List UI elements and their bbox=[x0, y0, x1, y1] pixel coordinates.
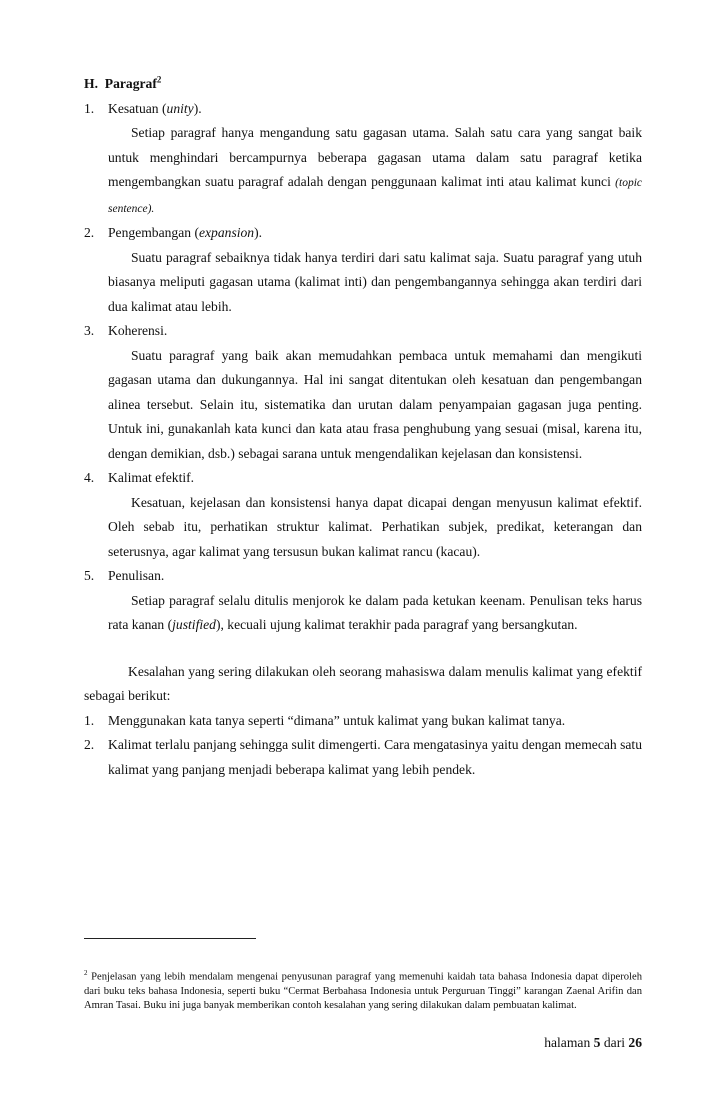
intro-paragraph: Kesalahan yang sering dilakukan oleh seorang mahasiswa dalam menulis kalimat yang efektif sebagai berikut: bbox=[84, 663, 642, 703]
heading-title: Paragraf bbox=[104, 76, 157, 91]
item-number: 2. bbox=[84, 737, 95, 752]
section-spacer bbox=[84, 638, 642, 660]
item-number: 3. bbox=[84, 323, 95, 338]
list-item-writing bbox=[84, 564, 642, 638]
item-paragraph: Setiap paragraf selalu ditulis menjorok ke dalam pada ketukan keenam. Penulisan teks harus rata kanan (justified), kecuali ujung kalimat terakhir pada paragraf yang bersangkutan. bbox=[108, 592, 642, 632]
total-pages: 26 bbox=[628, 1035, 642, 1050]
error-text: Kalimat terlalu panjang sehingga sulit dimengerti. Cara mengatasinya yaitu dengan memecah satu kalimat yang panjang menjadi beberapa kalimat yang lebih pendek. bbox=[108, 737, 642, 777]
footnote bbox=[84, 966, 642, 1013]
current-page: 5 bbox=[593, 1035, 601, 1050]
item-term: justified bbox=[172, 617, 216, 632]
heading-letter: H. bbox=[84, 76, 98, 91]
item-term: unity bbox=[166, 100, 194, 116]
item-title: Pengembangan (expansion). bbox=[108, 225, 263, 240]
list-item-effective-sentence bbox=[84, 466, 642, 564]
item-paragraph: Setiap paragraf hanya mengandung satu gagasan utama. Salah satu cara yang sangat baik untuk menghindari bercampurnya beberapa gagasan utama dalam satu paragraf ketika mengembangkan suatu paragraf adalah dengan penggunaan kalimat inti atau kalimat kunci (topic sentence). bbox=[108, 125, 642, 215]
footnote-mark: 2 bbox=[84, 969, 88, 977]
item-paragraph: Kesatuan, kejelasan dan konsistensi hanya dapat dicapai dengan menyusun kalimat efektif. Oleh sebab itu, perhatikan struktur kalimat. Perhatikan subjek, predikat, keterangan dan seterusnya, agar kalimat yang tersusun bukan kalimat rancu (kacau). bbox=[108, 494, 642, 559]
main-content bbox=[84, 72, 642, 782]
item-number: 1. bbox=[84, 100, 95, 116]
item-title: Kesatuan (unity). bbox=[108, 100, 202, 116]
item-number: 4. bbox=[84, 470, 95, 485]
error-item bbox=[84, 709, 642, 734]
topic-sentence-term: (topic sentence). bbox=[108, 177, 642, 215]
item-paragraph: Suatu paragraf sebaiknya tidak hanya terdiri dari satu kalimat saja. Suatu paragraf yang utuh biasanya meliputi gagasan utama (kalimat inti) dan pengembangannya sehingga akan terdiri dari dua kalimat atau lebih. bbox=[108, 249, 642, 314]
item-number: 2. bbox=[84, 225, 95, 240]
list-item-coherence bbox=[84, 319, 642, 466]
item-title: Penulisan. bbox=[108, 568, 165, 583]
footnote-text: Penjelasan yang lebih mendalam mengenai penyusunan paragraf yang memenuhi kaidah tata bahasa Indonesia dapat diperoleh dari buku teks bahasa Indonesia, seperti buku “Cermat Berbahasa Indonesia untuk Perguruan Tinggi” karangan Zaenal Arifin dan Amran Tasai. Buku ini juga banyak memberikan contoh kesalahan yang sering dilakukan dalam pembuatan kalimat. bbox=[84, 971, 642, 1011]
error-text: Menggunakan kata tanya seperti “dimana” untuk kalimat yang bukan kalimat tanya. bbox=[108, 712, 566, 728]
error-item bbox=[84, 733, 642, 782]
item-title: Koherensi. bbox=[108, 323, 168, 338]
item-number: 5. bbox=[84, 568, 95, 583]
list-item-expansion bbox=[84, 221, 642, 319]
item-number: 1. bbox=[84, 712, 95, 728]
heading-footnote-mark: 2 bbox=[156, 74, 162, 85]
item-term: expansion bbox=[198, 225, 255, 240]
list-item-unity bbox=[84, 97, 642, 222]
item-paragraph: Suatu paragraf yang baik akan memudahkan pembaca untuk memahami dan mengikuti gagasan utama dan dukungannya. Hal ini sangat ditentukan oleh kesatuan dan pengembangan alinea tersebut. Selain itu, sistematika dan urutan dalam penyampaian gagasan juga penting. Untuk ini, gunakanlah kata kunci dan kata atau frasa penghubung yang sesuai (misal, karena itu, dengan demikian, dsb.) sebagai sarana untuk mengendalikan kejelasan dan konsistensi. bbox=[108, 347, 642, 461]
page-number: halaman 5 dari 26 bbox=[544, 1035, 642, 1050]
section-heading bbox=[84, 72, 642, 97]
item-title: Kalimat efektif. bbox=[108, 470, 195, 485]
footnote-divider bbox=[84, 938, 256, 939]
